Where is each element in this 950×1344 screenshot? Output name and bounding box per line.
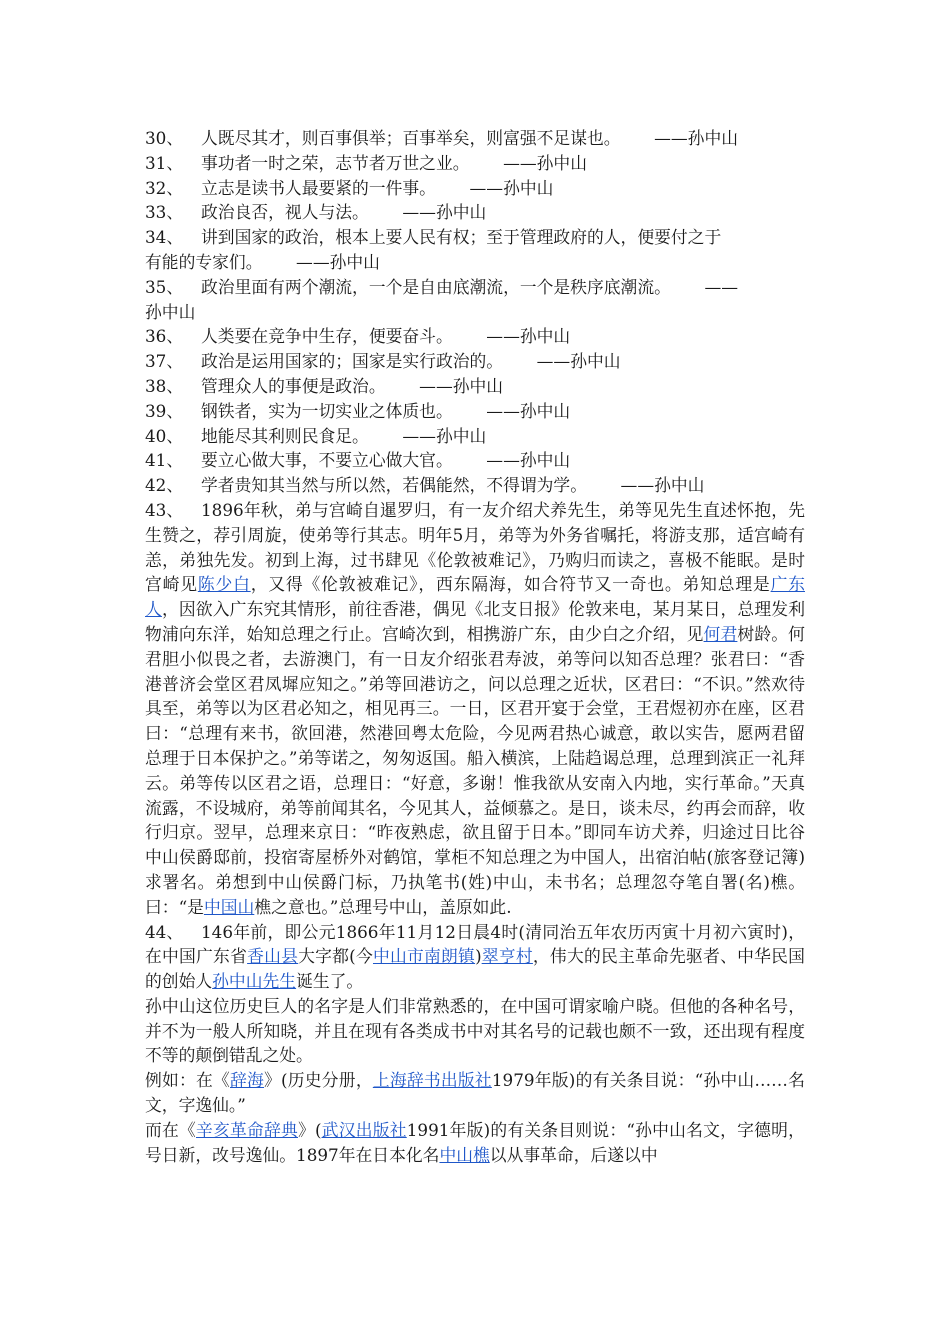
link-guangdong-people[interactable]: 广东人 bbox=[145, 574, 805, 620]
link-xiangshan-county[interactable]: 香山县 bbox=[247, 946, 299, 967]
paragraph-44: 44、 146年前，即公元1866年11月12日晨4时(清同治五年农历丙寅十月初六寅时)，在中国广东省香山县大字都(今中山市南朗镇)翠亨村，伟大的民主革命先驱者、中华民国的创始人孙中山先生诞生了。 bbox=[145, 921, 805, 992]
quote-attribution: ——孙中山 bbox=[503, 152, 587, 173]
link-chen-shaobai[interactable]: 陈少白 bbox=[197, 574, 251, 595]
quote-36: 36、 人类要在竞争中生存，便要奋斗。 ——孙中山 bbox=[145, 326, 571, 347]
quote-39: 39、 钢铁者，实为一切实业之体质也。 ——孙中山 bbox=[145, 400, 571, 421]
paragraph-cihai: 例如：在《辞海》(历史分册，上海辞书出版社1979年版)的有关条目说：“孙中山……名文，字逸仙。” bbox=[145, 1070, 805, 1116]
link-xinhai-revolution-dictionary[interactable]: 辛亥革命辞典 bbox=[196, 1119, 298, 1140]
quote-attribution: ——孙中山 bbox=[654, 128, 739, 148]
quote-31: 31、 事功者一时之荣，志节者万世之业。 ——孙中山 bbox=[145, 152, 587, 173]
quote-text: 有能的专家们。 bbox=[145, 251, 263, 272]
quote-text: 政治是运用国家的；国家是实行政治的。 bbox=[201, 351, 504, 372]
quote-34: 34、 讲到国家的政治，根本上要人民有权；至于管理政府的人，便要付之于 bbox=[145, 227, 722, 248]
link-cuiheng-village[interactable]: 翠亨村 bbox=[481, 946, 533, 967]
quote-attribution: —— bbox=[704, 276, 739, 297]
link-shanghai-cishu-press[interactable]: 上海辞书出版社 bbox=[372, 1070, 492, 1091]
quote-30: 30、 人既尽其才，则百事俱举；百事举矣，则富强不足谋也。 ——孙中山 bbox=[145, 128, 739, 148]
quote-text: 地能尽其利则民食足。 bbox=[201, 425, 369, 446]
quote-text: 要立心做大事，不要立心做大官。 bbox=[201, 450, 453, 471]
quote-attribution: ——孙中山 bbox=[486, 326, 571, 347]
quote-text: 政治良否，视人与法。 bbox=[201, 202, 369, 223]
quote-35: 35、 政治里面有两个潮流，一个是自由底潮流，一个是秩序底潮流。 —— bbox=[145, 276, 739, 297]
quote-text: 人类要在竞争中生存，便要奋斗。 bbox=[201, 326, 453, 347]
quote-attribution: ——孙中山 bbox=[419, 375, 504, 396]
quote-37: 37、 政治是运用国家的；国家是实行政治的。 ——孙中山 bbox=[145, 351, 621, 372]
quote-attribution: 孙中山 bbox=[145, 301, 196, 322]
quote-attribution: ——孙中山 bbox=[486, 400, 571, 421]
link-zhongguo-shan[interactable]: 中国山 bbox=[203, 896, 255, 917]
quote-33: 33、 政治良否，视人与法。 ——孙中山 bbox=[145, 202, 487, 223]
link-nanlang-town[interactable]: 中山市南朗镇 bbox=[372, 946, 476, 967]
paragraph-xinhai-dictionary: 而在《辛亥革命辞典》(武汉出版社1991年版)的有关条目则说：“孙中山名文，字德明，号日新，改号逸仙。1897年在日本化名中山樵以从事革命，后遂以中 bbox=[145, 1119, 805, 1165]
quote-text: 讲到国家的政治，根本上要人民有权；至于管理政府的人，便要付之于 bbox=[201, 227, 722, 248]
quote-38: 38、 管理众人的事便是政治。 ——孙中山 bbox=[145, 375, 504, 396]
link-zhongshan-qiao[interactable]: 中山樵 bbox=[439, 1144, 490, 1165]
quote-attribution: ——孙中山 bbox=[296, 251, 380, 272]
quote-text: 管理众人的事便是政治。 bbox=[201, 375, 386, 396]
quote-text: 立志是读书人最要紧的一件事。 bbox=[201, 177, 436, 198]
link-wuhan-press[interactable]: 武汉出版社 bbox=[321, 1119, 407, 1140]
quote-40: 40、 地能尽其利则民食足。 ——孙中山 bbox=[145, 425, 487, 446]
quote-attribution: ——孙中山 bbox=[486, 450, 571, 471]
quote-text: 事功者一时之荣，志节者万世之业。 bbox=[201, 152, 470, 173]
quote-attribution: ——孙中山 bbox=[469, 177, 554, 198]
quote-text: 政治里面有两个潮流，一个是自由底潮流，一个是秩序底潮流。 bbox=[201, 276, 671, 297]
quote-34-cont bbox=[145, 250, 805, 275]
quote-attribution: ——孙中山 bbox=[620, 475, 705, 496]
link-he-jun[interactable]: 何君 bbox=[703, 623, 738, 644]
link-sun-yat-sen[interactable]: 孙中山先生 bbox=[212, 971, 297, 992]
quote-35-cont bbox=[145, 300, 805, 325]
quote-text: 学者贵知其当然与所以然，若偶能然，不得谓为学。 bbox=[201, 475, 587, 496]
quote-text: 钢铁者，实为一切实业之体质也。 bbox=[201, 400, 453, 421]
quote-attribution: ——孙中山 bbox=[402, 425, 487, 446]
paragraph-names: 孙中山这位历史巨人的名字是人们非常熟悉的，在中国可谓家喻户晓。但他的各种名号，并不为一般人所知晓，并且在现有各类成书中对其名号的记载也颇不一致，还出现有程度不等的颠倒错乱之处。 bbox=[145, 995, 805, 1066]
quote-attribution: ——孙中山 bbox=[402, 202, 487, 223]
document-page bbox=[145, 126, 805, 1167]
quote-attribution: ——孙中山 bbox=[536, 351, 621, 372]
quote-text: 人既尽其才，则百事俱举；百事举矣，则富强不足谋也。 bbox=[201, 128, 621, 148]
quote-32: 32、 立志是读书人最要紧的一件事。 ——孙中山 bbox=[145, 177, 554, 198]
quote-41: 41、 要立心做大事，不要立心做大官。 ——孙中山 bbox=[145, 450, 571, 471]
paragraph-43: 43、 1896年秋，弟与宫崎自暹罗归，有一友介绍犬养先生，弟等见先生直述怀抱，先生赞之，荐引周旋，使弟等行其志。明年5月，弟等为外务省嘱托，将游支那，适宫崎有恙，弟独先发。初到上海，过书肆见《伦敦被难记》，乃购归而读之，喜极不能眠。是时宫崎见陈少白，又得《伦敦被难记》，西东隔海，如合符节又一奇也。弟知总理是广东人，因欲入广东究其情形，前往香港，偶见《北支日报》伦敦来电，某月某日，总理发利物浦向东洋，始知总理之行止。宫崎次到，相携游广东，由少白之介绍，见何君树龄。何君胆小似畏之者，去游澳门，有一日友介绍张君寿波，弟等问以知否总理？张君曰：“香港普济会堂区君凤墀应知之。”弟等回港访之，问以总理之近状，区君曰：“不识。”然欢待具至，弟等以为区君必知之，相见再三。一日，区君开宴于会堂，王君煜初亦在座，区君曰：“总理有来书，欲回港，然港回粤太危险，今见两君热心诚意，敢以实告，愿两君留总理于日本保护之。”弟等诺之，匆匆返国。船入横滨，上陆趋谒总理，总理到滨正一礼拜云。弟等传以区君之语，总理日：“好意，多谢！惟我欲从安南入内地，实行革命。”天真流露，不设城府，弟等前闻其名，今见其人，益倾慕之。是日，谈未尽，约再会而辞，收行归京。翌早，总理来京日：“昨夜熟虑，欲且留于日本。”即同车访犬养，归途过日比谷中山侯爵邸前，投宿寄屋桥外对鹤馆，掌柜不知总理之为中国人，出宿泊帖(旅客登记簿)求署名。弟想到中山侯爵门标，乃执笔书(姓)中山，未书名；总理忽夺笔自署(名)樵。曰：“是中国山樵之意也。”总理号中山，盖原如此. bbox=[145, 499, 805, 917]
quote-42: 42、 学者贵知其当然与所以然，若偶能然，不得谓为学。 ——孙中山 bbox=[145, 475, 705, 496]
link-cihai[interactable]: 辞海 bbox=[230, 1070, 265, 1091]
